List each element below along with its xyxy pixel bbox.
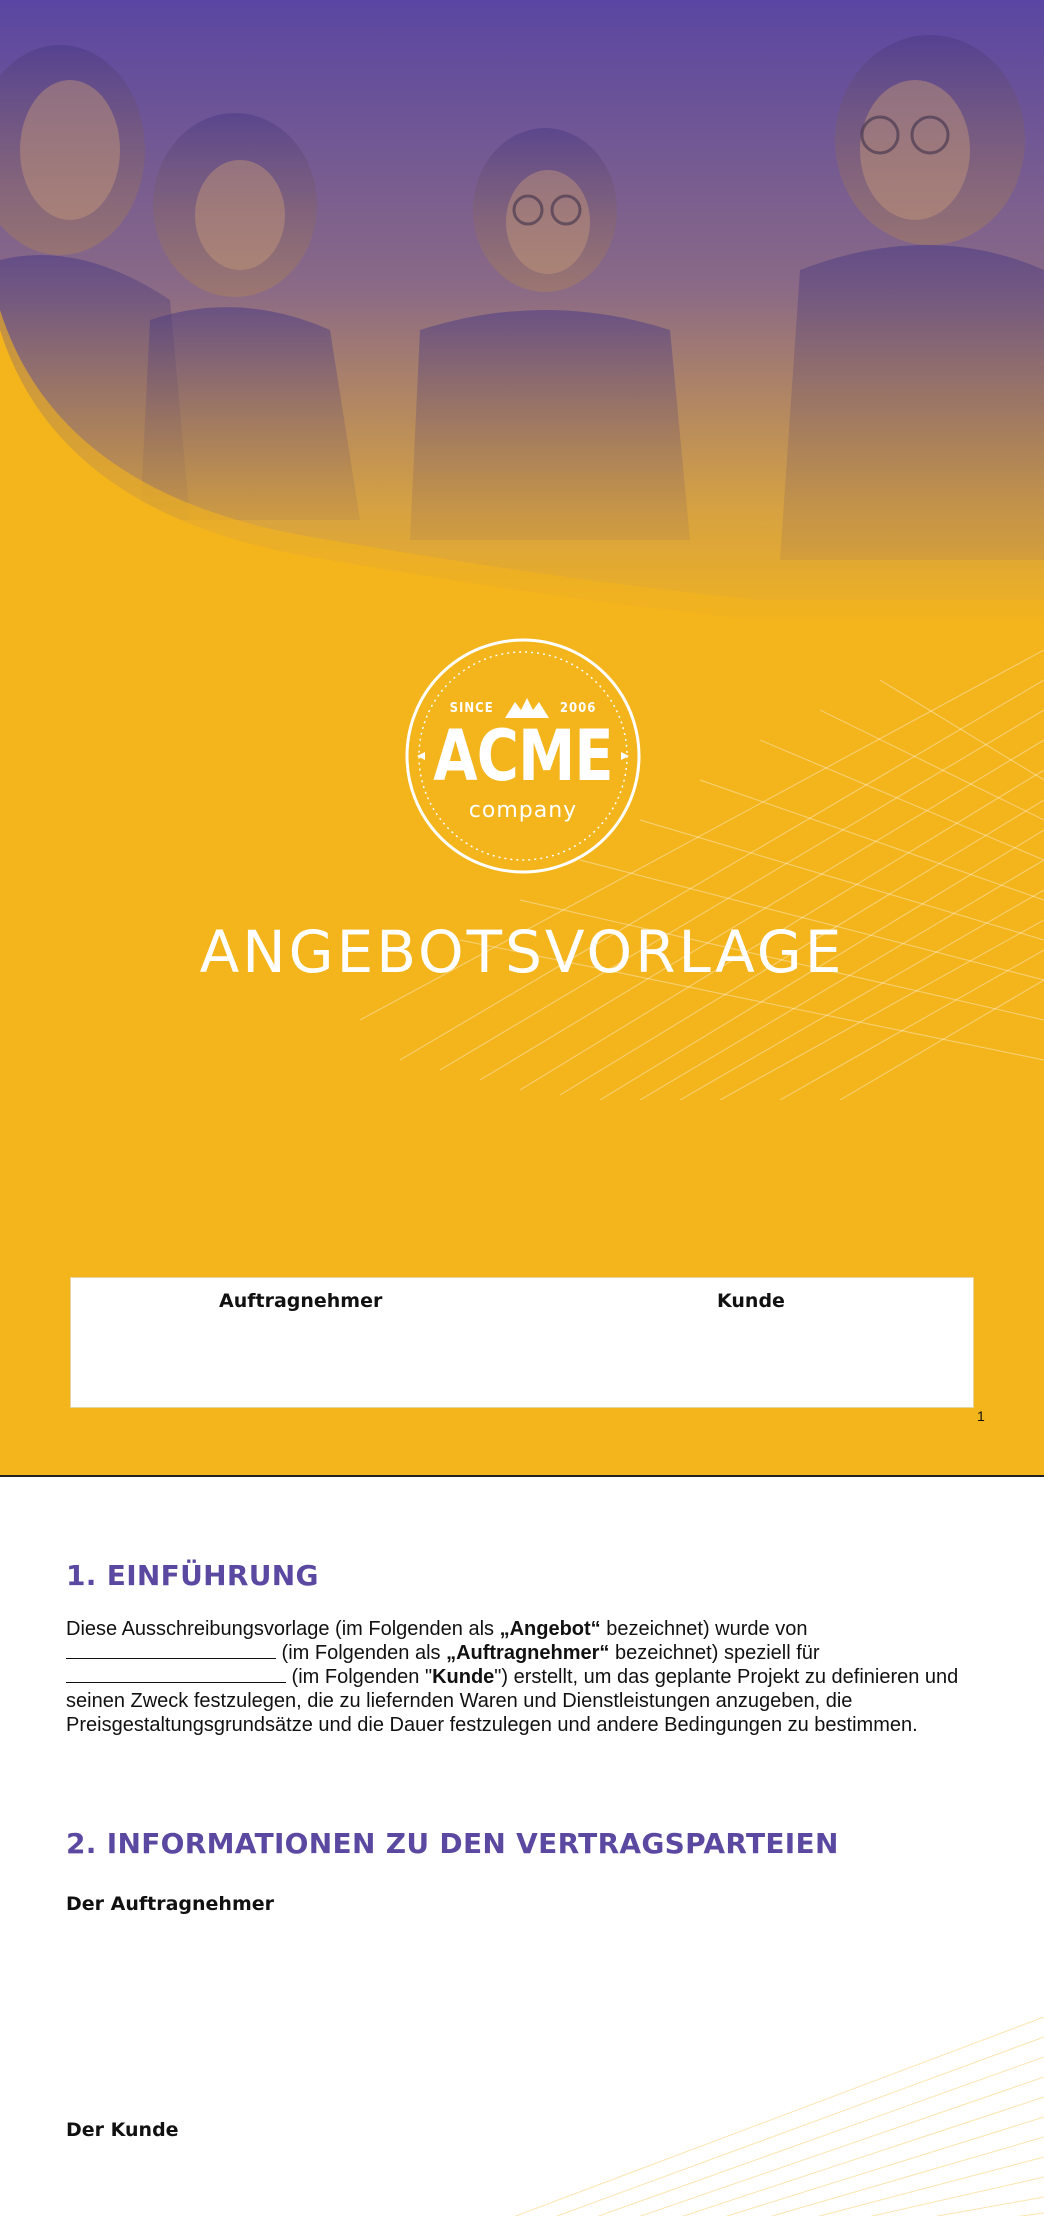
intro-text-2: bezeichnet) wurde von [600, 1618, 808, 1640]
content-page [0, 1477, 1044, 2216]
cover-team-photo [0, 0, 1044, 640]
cover-parties-box [70, 1277, 974, 1408]
intro-text-3: (im Folgenden als [276, 1642, 447, 1664]
intro-bold-contractor: „Auftragnehmer“ [446, 1642, 610, 1664]
logo-year: 2006 [559, 700, 597, 716]
contractor-blank-line[interactable] [66, 1641, 276, 1659]
intro-bold-customer: Kunde [432, 1666, 495, 1688]
page-decorative-lines [440, 2017, 1044, 2216]
intro-text-5: (im Folgenden " [286, 1666, 433, 1688]
intro-paragraph [66, 1617, 996, 1737]
intro-text-6: ") erstellt, um das geplante Projekt zu definieren und seinen Zweck festzulegen, die zu liefernden Waren und Dienstleistungen anzugeben, die Preisgestaltungsgrundsätze und die Dauer festzulegen und andere Bedingungen zu bestimmen. [66, 1666, 959, 1736]
section-heading-parties: 2. INFORMATIONEN ZU DEN VERTRAGSPARTEIEN [66, 1827, 839, 1860]
intro-bold-offer: „Angebot“ [499, 1618, 601, 1640]
page-number: 1 [977, 1408, 985, 1424]
logo-brand: ACME [433, 715, 613, 797]
intro-text-4: bezeichnet) speziell für [609, 1642, 820, 1664]
cover-customer-label: Kunde [717, 1290, 785, 1312]
section-heading-intro: 1. EINFÜHRUNG [66, 1559, 319, 1592]
cover-contractor-label: Auftragnehmer [219, 1290, 383, 1312]
subheading-customer: Der Kunde [66, 2119, 179, 2141]
acme-logo-seal [403, 636, 643, 876]
logo-since: SINCE [449, 700, 494, 716]
customer-blank-line[interactable] [66, 1665, 286, 1683]
intro-text-1: Diese Ausschreibungsvorlage (im Folgenden als [66, 1618, 500, 1640]
subheading-contractor: Der Auftragnehmer [66, 1893, 275, 1915]
logo-company: company [468, 798, 578, 823]
cover-title: ANGEBOTSVORLAGE [199, 918, 845, 986]
